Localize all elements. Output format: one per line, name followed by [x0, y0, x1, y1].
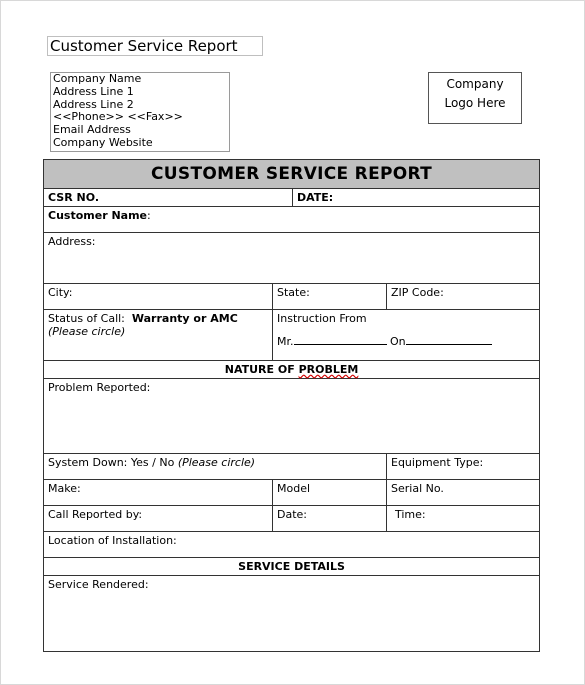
company-address-block[interactable] [50, 72, 230, 152]
call-date-cell[interactable]: Date: [273, 506, 387, 532]
equipment-type-cell[interactable]: Equipment Type: [387, 454, 540, 480]
csr-no-cell[interactable]: CSR NO. [44, 189, 293, 207]
status-please-circle: (Please circle) [48, 325, 126, 338]
customer-name-cell[interactable] [44, 207, 540, 233]
service-rendered-cell[interactable]: Service Rendered: [44, 576, 540, 652]
nature-of-problem-header [44, 361, 540, 379]
system-down-please-circle: (Please circle) [177, 456, 256, 469]
instruction-from-label: Instruction From [277, 312, 367, 325]
nature-problem-word: PROBLEM [298, 363, 359, 376]
serial-no-cell[interactable]: Serial No. [387, 480, 540, 506]
nature-prefix: NATURE OF [224, 363, 295, 376]
document-title[interactable]: Customer Service Report [47, 36, 263, 56]
address-line-1: Address Line 1 [53, 84, 134, 98]
form-heading: CUSTOMER SERVICE REPORT [44, 160, 540, 189]
time-cell[interactable]: Time: [387, 506, 540, 532]
company-name-line: Company Name [53, 72, 142, 85]
location-of-installation-cell[interactable]: Location of Installation: [44, 532, 540, 558]
service-details-header: SERVICE DETAILS [44, 558, 540, 576]
company-logo-placeholder[interactable] [428, 72, 522, 124]
phone-fax-line: <<Phone>> <<Fax>> [53, 110, 183, 124]
email-line: Email Address [53, 123, 131, 137]
zip-cell[interactable]: ZIP Code: [387, 284, 540, 310]
state-cell[interactable]: State: [273, 284, 387, 310]
on-label: On [390, 335, 406, 348]
logo-text-line1: Company [446, 77, 504, 91]
status-of-call-cell[interactable] [44, 310, 273, 361]
website-line: Company Website [53, 135, 153, 149]
service-report-form [43, 159, 540, 652]
system-down-label: System Down: [48, 456, 128, 469]
call-reported-by-cell[interactable]: Call Reported by: [44, 506, 273, 532]
address-cell[interactable]: Address: [44, 233, 540, 284]
date-cell[interactable]: DATE: [293, 189, 540, 207]
logo-text-line2: Logo Here [444, 96, 506, 110]
problem-reported-cell[interactable]: Problem Reported: [44, 379, 540, 454]
address-line-2: Address Line 2 [53, 97, 134, 111]
make-cell[interactable]: Make: [44, 480, 273, 506]
on-fill-line[interactable] [406, 334, 492, 345]
customer-name-label: Customer Name [48, 209, 147, 222]
status-options: Warranty or AMC [131, 312, 238, 325]
model-cell[interactable]: Model [273, 480, 387, 506]
system-down-cell[interactable] [44, 454, 387, 480]
instruction-from-cell[interactable] [273, 310, 540, 361]
customer-name-colon: : [147, 209, 151, 222]
mr-fill-line[interactable] [294, 334, 387, 345]
status-label: Status of Call: [48, 312, 125, 325]
mr-label: Mr. [277, 335, 294, 348]
city-cell[interactable]: City: [44, 284, 273, 310]
instruction-fill-row [277, 334, 535, 348]
system-down-yes-no: Yes / No [130, 456, 175, 469]
